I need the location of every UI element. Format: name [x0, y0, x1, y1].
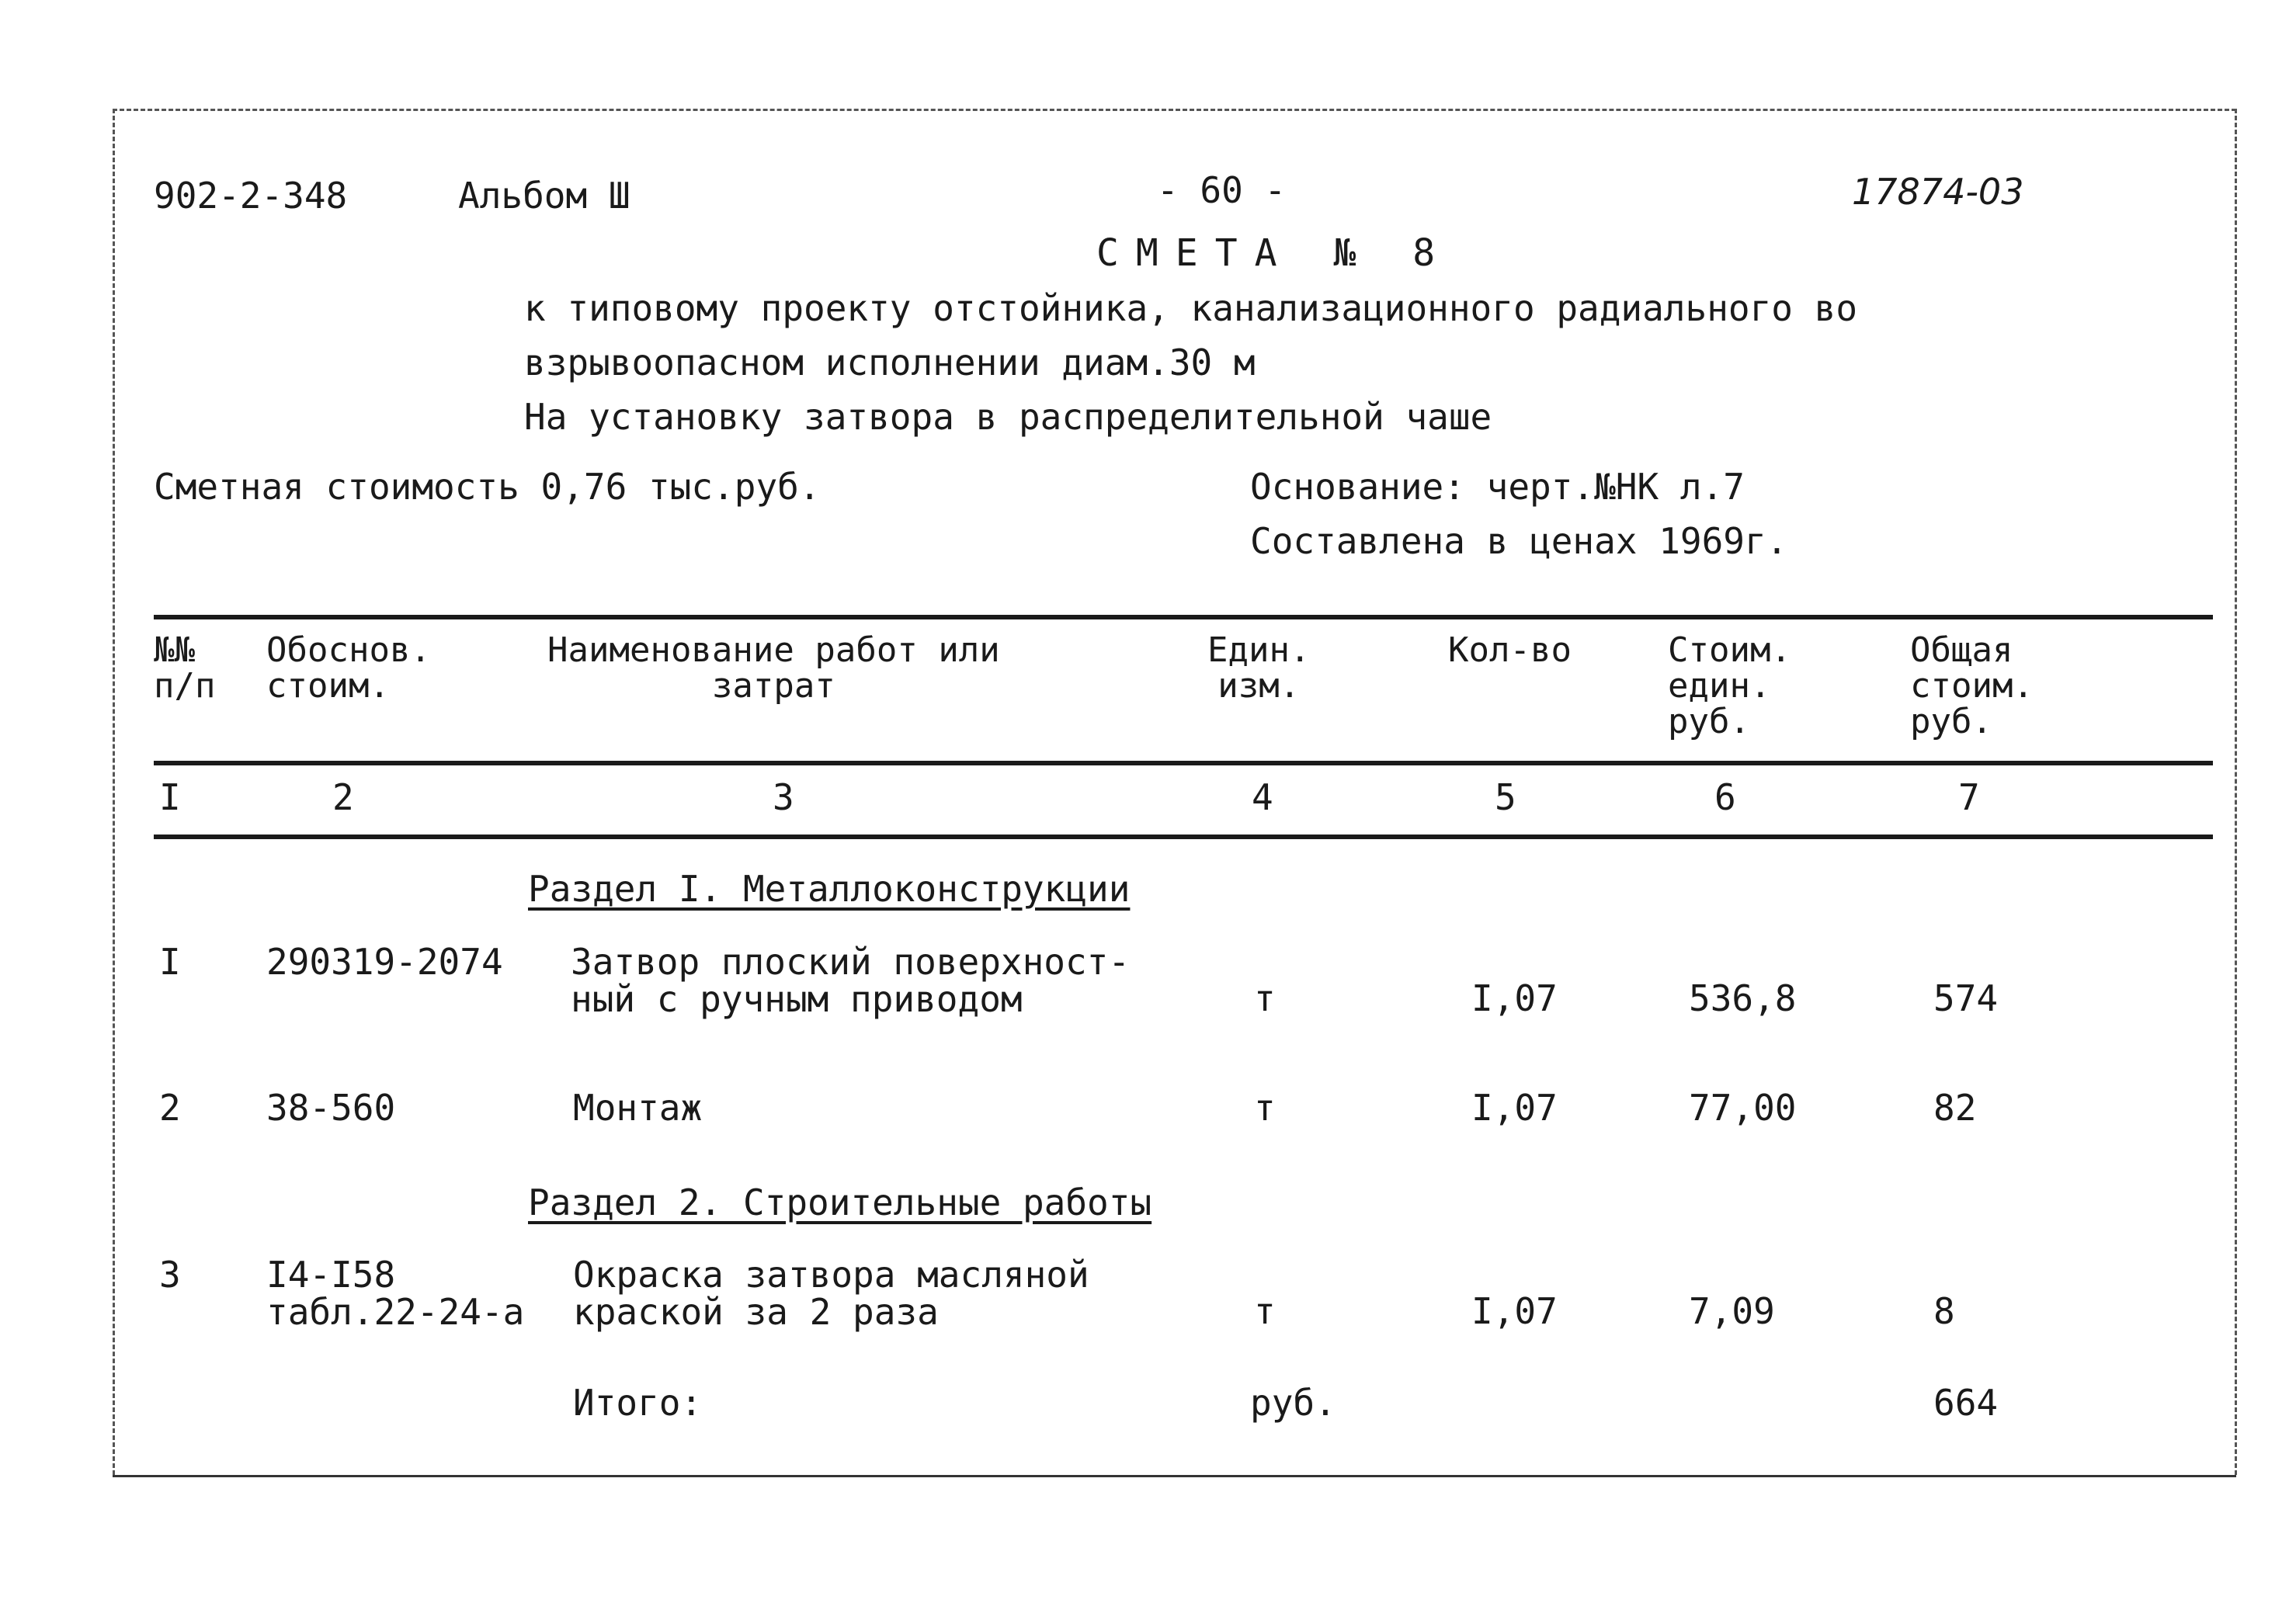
total-unit: руб.	[1250, 1382, 1336, 1424]
estimated-cost: Сметная стоимость 0,76 тыс.руб.	[154, 466, 821, 508]
col-number-1: I	[159, 776, 181, 818]
row-2-total: 82	[1933, 1087, 1977, 1129]
row-3-quantity: I,07	[1471, 1290, 1558, 1332]
col-header-unit-cost: Стоим. един. руб.	[1668, 630, 1791, 741]
row-1-quantity: I,07	[1471, 977, 1558, 1019]
col-number-7: 7	[1958, 776, 1980, 818]
row-2-unit-cost: 77,00	[1689, 1087, 1797, 1129]
frame-right-border	[2235, 109, 2237, 1475]
row-3-total: 8	[1933, 1290, 1955, 1332]
row-2-number: 2	[159, 1087, 181, 1129]
stamp-number: 17874-03	[1852, 171, 2024, 213]
col-number-5: 5	[1495, 776, 1516, 818]
column-numbers-rule	[154, 835, 2213, 839]
table-top-rule	[154, 615, 2213, 619]
row-3-unit-cost: 7,09	[1689, 1290, 1775, 1332]
row-2-name: Монтаж	[573, 1087, 703, 1129]
price-level: Составлена в ценах 1969г.	[1250, 520, 1788, 562]
col-number-3: 3	[773, 776, 794, 818]
page-number: - 60 -	[1157, 169, 1287, 211]
basis-reference: Основание: черт.№НК л.7	[1250, 466, 1745, 508]
col-header-number: №№ п/п	[154, 630, 216, 706]
frame-bottom-border	[113, 1475, 2236, 1477]
col-header-total-cost: Общая стоим. руб.	[1910, 630, 2034, 741]
total-value: 664	[1933, 1382, 1999, 1424]
row-1-basis: 290319-2074	[266, 941, 503, 983]
section-heading-1: Раздел I. Металлоконструкции	[528, 868, 1131, 910]
col-number-2: 2	[332, 776, 354, 818]
col-number-6: 6	[1714, 776, 1736, 818]
total-label: Итого:	[573, 1382, 703, 1424]
row-2-quantity: I,07	[1471, 1087, 1558, 1129]
col-header-name: Наименование работ или затрат	[547, 630, 1000, 706]
col-header-quantity: Кол-во	[1448, 630, 1572, 670]
album-label: Альбом Ш	[458, 175, 630, 217]
row-3-name: Окраска затвора масляной краской за 2 раза	[573, 1254, 1089, 1333]
doc-number: 902-2-348	[154, 175, 348, 217]
col-header-basis: Обоснов. стоим.	[266, 630, 431, 706]
row-3-basis: I4-I58 табл.22-24-а	[266, 1254, 525, 1333]
subtitle-line-2: взрывоопасном исполнении диам.30 м	[524, 342, 1256, 383]
row-1-unit: т	[1254, 977, 1276, 1019]
row-1-total: 574	[1933, 977, 1999, 1019]
frame-top-border	[113, 109, 2236, 111]
row-2-unit: т	[1254, 1087, 1276, 1129]
row-3-unit: т	[1254, 1290, 1276, 1332]
row-1-unit-cost: 536,8	[1689, 977, 1797, 1019]
subtitle-line-1: к типовому проекту отстойника, канализационного радиального во	[524, 287, 1858, 329]
row-2-basis: 38-560	[266, 1087, 396, 1129]
row-3-number: 3	[159, 1254, 181, 1296]
frame-left-border	[113, 109, 115, 1475]
col-header-unit: Един. изм.	[1207, 630, 1311, 706]
col-number-4: 4	[1252, 776, 1273, 818]
subtitle-line-3: На установку затвора в распределительной чаше	[524, 396, 1492, 438]
section-heading-2: Раздел 2. Строительные работы	[528, 1182, 1152, 1223]
row-1-number: I	[159, 941, 181, 983]
row-1-name: Затвор плоский поверхност- ный с ручным приводом	[571, 941, 1131, 1020]
header-bottom-rule	[154, 761, 2213, 765]
document-title: СМЕТА № 8	[1096, 231, 1453, 275]
